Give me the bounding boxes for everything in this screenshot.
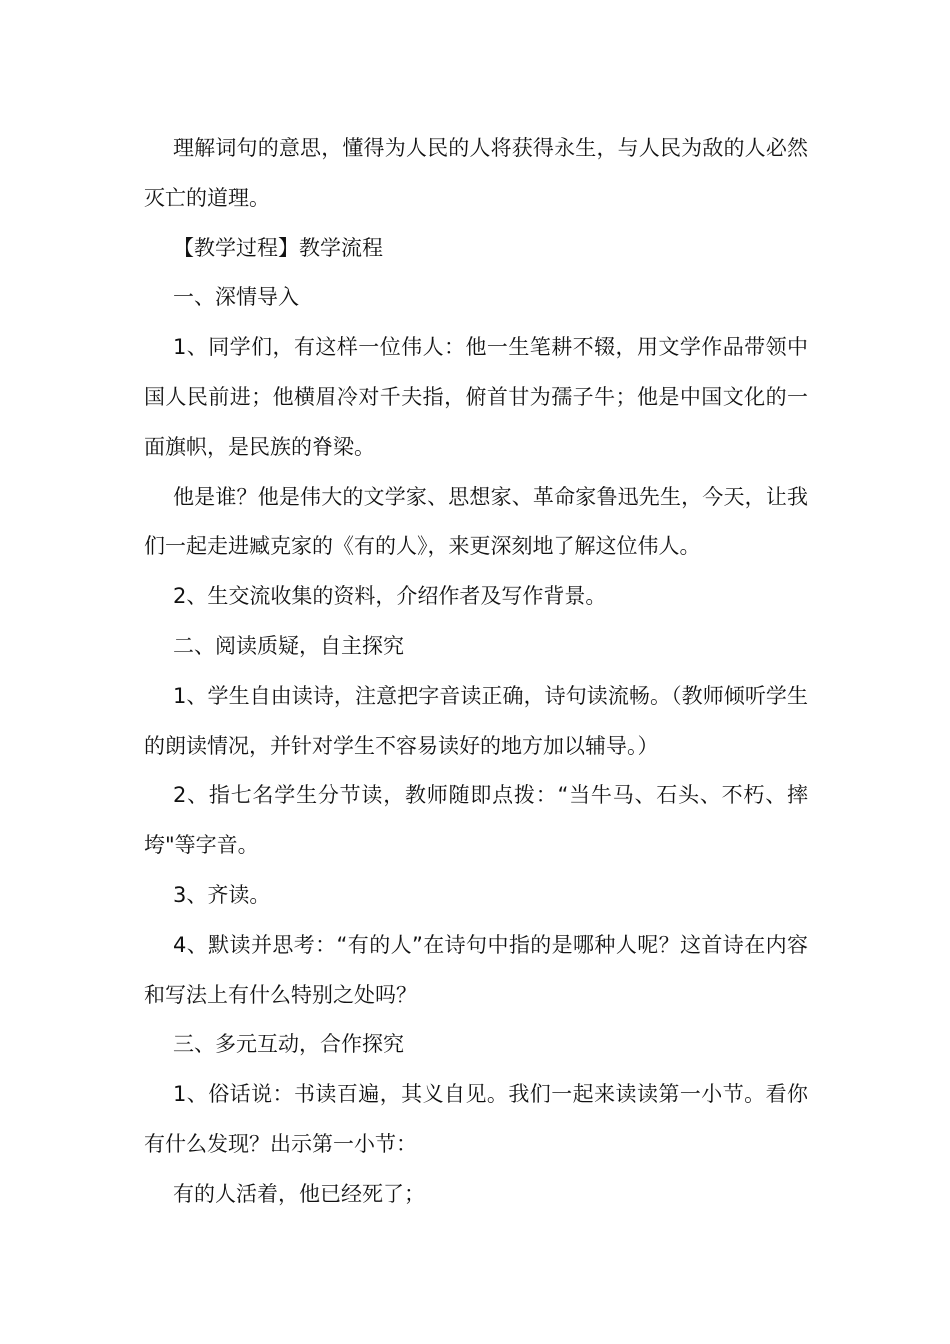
paragraph-reading-4: 4、默读并思考：“有的人”在诗句中指的是哪种人呢？这首诗在内容和写法上有什么特别之处吗？ <box>144 932 808 1007</box>
paragraph-reading-3: 3、齐读。 <box>173 882 271 907</box>
paragraph-intro-2: 2、生交流收集的资料，介绍作者及写作背景。 <box>173 584 607 609</box>
paragraph-intro-1: 1、同学们，有这样一位伟人：他一生笔耕不辍，用文学作品带领中国人民前进；他横眉冷对千夫指，俯首甘为孺子牛；他是中国文化的一面旗帜，是民族的脊梁。 <box>144 335 808 459</box>
paragraph-intro-who: 他是谁？他是伟大的文学家、思想家、革命家鲁迅先生，今天，让我们一起走进臧克家的《有的人》，来更深刻地了解这位伟人。 <box>144 484 808 559</box>
paragraph-interaction-1: 1、俗话说：书读百遍，其义自见。我们一起来读读第一小节。看你有什么发现？出示第一小节： <box>144 1082 808 1156</box>
section-heading-interaction: 三、多元互动，合作探究 <box>173 1032 404 1057</box>
document-body <box>144 124 808 1220</box>
paragraph-teaching-process-heading: 【教学过程】教学流程 <box>173 235 383 260</box>
section-heading-introduction: 一、深情导入 <box>173 285 299 310</box>
paragraph-reading-1: 1、学生自由读诗，注意把字音读正确，诗句读流畅。（教师倾听学生的朗读情况，并针对学生不容易读好的地方加以辅导。） <box>144 683 808 758</box>
poem-line: 有的人活着，他已经死了； <box>173 1181 425 1206</box>
paragraph-objective: 理解词句的意思，懂得为人民的人将获得永生，与人民为敌的人必然灭亡的道理。 <box>144 136 808 210</box>
paragraph-reading-2: 2、指七名学生分节读，教师随即点拨：“当牛马、石头、不朽、摔垮"等字音。 <box>144 783 808 858</box>
section-heading-reading: 二、阅读质疑，自主探究 <box>173 633 404 658</box>
